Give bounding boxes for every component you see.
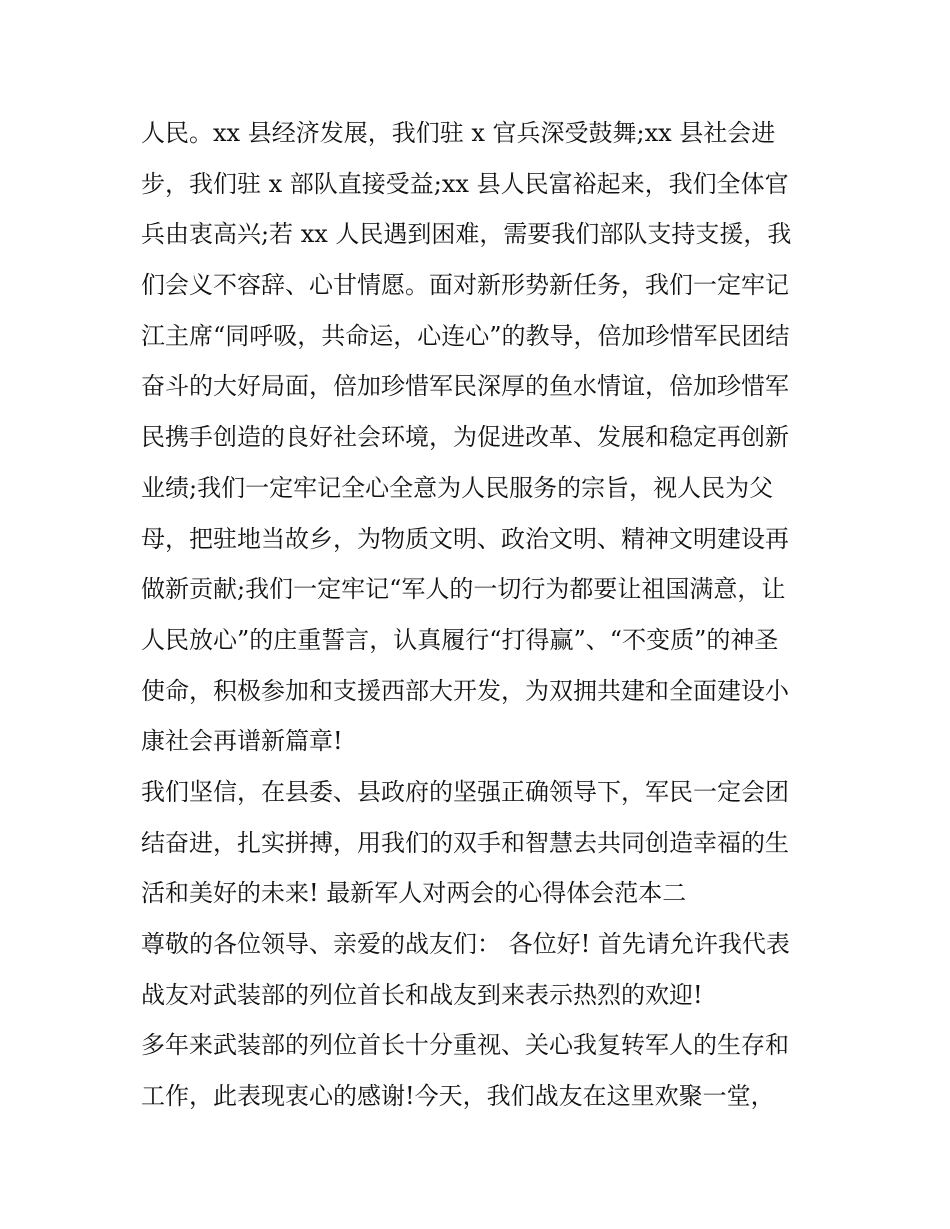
text-line: 工作，此表现衷心的感谢!今天，我们战友在这里欢聚一堂， [141,1082,775,1111]
text-line: 多年来武装部的列位首长十分重视、关心我复转军人的生存和 [141,1031,789,1060]
text-line: 战友对武装部的列位首长和战友到来表示热烈的欢迎! [141,980,703,1009]
text-line: 步，我们驻 x 部队直接受益;xx 县人民富裕起来，我们全体官 [141,169,789,198]
text-line: 兵由衷高兴;若 xx 人民遇到困难，需要我们部队支持支援，我 [141,220,792,249]
text-line: 民携手创造的良好社会环境，为促进改革、发展和稳定再创新 [141,423,789,452]
text-line: 结奋进，扎实拼搏，用我们的双手和智慧去共同创造幸福的生 [141,828,789,857]
text-line: 母，把驻地当故乡，为物质文明、政治文明、精神文明建设再 [141,524,789,553]
text-line: 使命，积极参加和支援西部大开发，为双拥共建和全面建设小 [141,676,789,705]
text-line: 我们坚信，在县委、县政府的坚强正确领导下，军民一定会团 [141,777,789,806]
text-line: 人民。xx 县经济发展，我们驻 x 官兵深受鼓舞;xx 县社会进 [141,119,776,147]
document-body [141,108,821,1122]
text-line: 做新贡献;我们一定牢记“军人的一切行为都要让祖国满意，让 [141,575,786,604]
text-line: 尊敬的各位领导、亲爱的战友们： 各位好! 首先请允许我代表 [141,930,790,958]
text-line: 业绩;我们一定牢记全心全意为人民服务的宗旨，视人民为父 [141,473,774,502]
text-line: 康社会再谱新篇章! [141,727,343,756]
text-line: 活和美好的未来! 最新军人对两会的心得体会范本二 [141,879,687,908]
text-line: 们会义不容辞、心甘情愿。面对新形势新任务，我们一定牢记 [141,271,789,300]
text-line: 人民放心”的庄重誓言，认真履行“打得赢”、“不变质”的神圣 [141,625,779,654]
text-line: 奋斗的大好局面，倍加珍惜军民深厚的鱼水情谊，倍加珍惜军 [141,372,789,401]
text-line: 江主席“同呼吸，共命运，心连心”的教导，倍加珍惜军民团结 [141,321,790,350]
